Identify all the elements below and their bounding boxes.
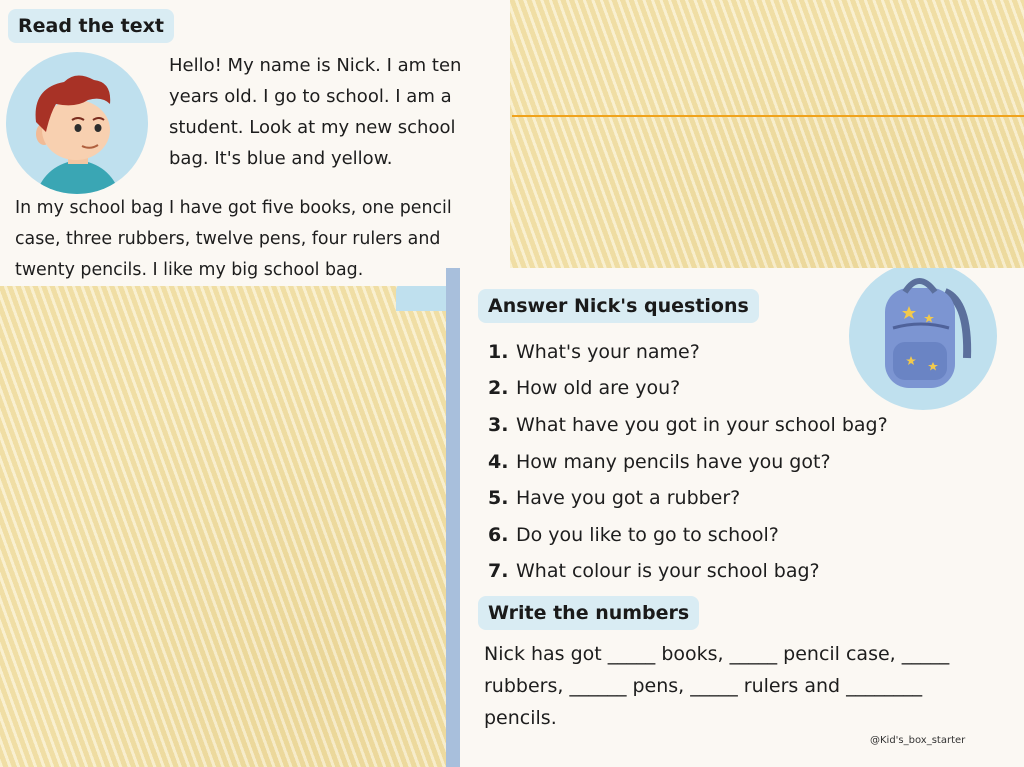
answer-heading: Answer Nick's questions bbox=[478, 289, 759, 323]
question-number: 2. bbox=[488, 377, 509, 399]
boy-illustration-icon bbox=[6, 52, 148, 194]
reading-card bbox=[0, 0, 510, 286]
write-heading: Write the numbers bbox=[478, 596, 699, 630]
question-text: Have you got a rubber? bbox=[516, 487, 741, 509]
body-line: twenty pencils. I like my big school bag. bbox=[15, 260, 364, 280]
question-item bbox=[488, 377, 680, 399]
question-text: What colour is your school bag? bbox=[516, 560, 820, 582]
question-item bbox=[488, 560, 820, 582]
write-line: rubbers, ______ pens, _____ rulers and ________ bbox=[484, 675, 923, 697]
intro-line: bag. It's blue and yellow. bbox=[169, 148, 393, 169]
side-bar bbox=[446, 268, 460, 767]
question-item bbox=[488, 451, 831, 473]
write-line: pencils. bbox=[484, 707, 557, 729]
question-text: How many pencils have you got? bbox=[516, 451, 831, 473]
question-text: What's your name? bbox=[516, 341, 700, 363]
question-number: 1. bbox=[488, 341, 509, 363]
accent-line bbox=[512, 115, 1024, 117]
question-text: Do you like to go to school? bbox=[516, 524, 779, 546]
body-line: In my school bag I have got five books, one pencil bbox=[15, 198, 452, 218]
question-number: 6. bbox=[488, 524, 509, 546]
question-item bbox=[488, 341, 700, 363]
body-line: case, three rubbers, twelve pens, four rulers and bbox=[15, 229, 441, 249]
write-line: Nick has got _____ books, _____ pencil case, _____ bbox=[484, 643, 950, 665]
question-text: How old are you? bbox=[516, 377, 681, 399]
questions-card bbox=[446, 268, 1024, 767]
question-item bbox=[488, 414, 888, 436]
intro-line: Hello! My name is Nick. I am ten bbox=[169, 55, 462, 76]
question-text: What have you got in your school bag? bbox=[516, 414, 888, 436]
question-number: 3. bbox=[488, 414, 509, 436]
intro-line: student. Look at my new school bbox=[169, 117, 456, 138]
read-heading: Read the text bbox=[8, 9, 174, 43]
striped-background-right bbox=[510, 0, 1024, 268]
question-item bbox=[488, 487, 740, 509]
question-number: 4. bbox=[488, 451, 509, 473]
credit-text: @Kid's_box_starter bbox=[870, 735, 966, 746]
question-item bbox=[488, 524, 779, 546]
question-number: 5. bbox=[488, 487, 509, 509]
striped-background-left bbox=[0, 286, 446, 767]
backpack-illustration-icon bbox=[849, 268, 997, 410]
intro-line: years old. I go to school. I am a bbox=[169, 86, 452, 107]
question-number: 7. bbox=[488, 560, 509, 582]
